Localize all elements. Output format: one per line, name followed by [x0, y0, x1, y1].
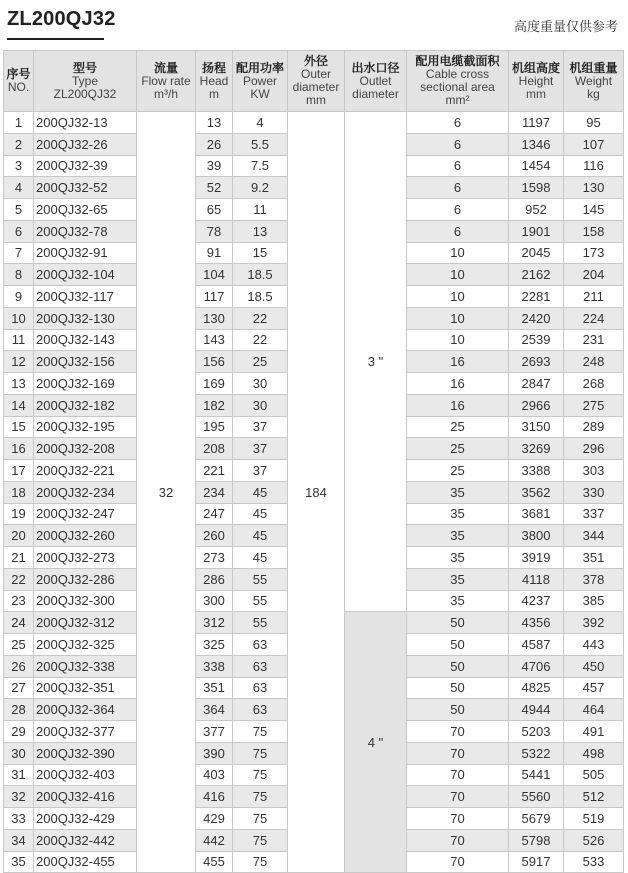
cell-power: 75	[233, 764, 288, 786]
header-type: 型号 Type ZL200QJ32	[34, 51, 137, 112]
header-outer-diameter: 外径 Outer diameter mm	[288, 51, 345, 112]
cell-cable: 6	[407, 220, 509, 242]
page-title: ZL200QJ32	[7, 8, 116, 30]
cell-no: 28	[4, 699, 34, 721]
cell-no: 27	[4, 677, 34, 699]
cell-height: 3681	[509, 503, 564, 525]
cell-outlet-4in: 4 "	[345, 612, 407, 873]
cell-height: 3562	[509, 481, 564, 503]
cell-height: 4237	[509, 590, 564, 612]
header-cable: 配用电缆截面积 Cable cross sectional area mm²	[407, 51, 509, 112]
cell-no: 21	[4, 547, 34, 569]
cell-height: 2162	[509, 264, 564, 286]
cell-power: 45	[233, 503, 288, 525]
cell-model: 200QJ32-78	[34, 220, 137, 242]
cell-model: 200QJ32-130	[34, 307, 137, 329]
cell-model: 200QJ32-117	[34, 286, 137, 308]
cell-no: 12	[4, 351, 34, 373]
cell-weight: 351	[564, 547, 624, 569]
cell-height: 5322	[509, 742, 564, 764]
cell-head: 247	[196, 503, 233, 525]
cell-power: 9.2	[233, 177, 288, 199]
cell-weight: 130	[564, 177, 624, 199]
cell-cable: 10	[407, 242, 509, 264]
cell-weight: 303	[564, 460, 624, 482]
cell-no: 26	[4, 655, 34, 677]
cell-weight: 275	[564, 394, 624, 416]
cell-weight: 248	[564, 351, 624, 373]
cell-head: 273	[196, 547, 233, 569]
cell-power: 45	[233, 481, 288, 503]
cell-power: 22	[233, 329, 288, 351]
cell-no: 3	[4, 155, 34, 177]
cell-height: 3388	[509, 460, 564, 482]
cell-head: 39	[196, 155, 233, 177]
cell-power: 55	[233, 612, 288, 634]
cell-head: 195	[196, 416, 233, 438]
cell-outlet-3in: 3 "	[345, 112, 407, 612]
cell-weight: 95	[564, 112, 624, 134]
cell-no: 31	[4, 764, 34, 786]
cell-cable: 35	[407, 547, 509, 569]
cell-cable: 70	[407, 851, 509, 873]
cell-model: 200QJ32-364	[34, 699, 137, 721]
cell-weight: 443	[564, 634, 624, 656]
cell-power: 7.5	[233, 155, 288, 177]
header-flow: 流量 Flow rate m³/h	[137, 51, 196, 112]
cell-power: 37	[233, 416, 288, 438]
cell-head: 429	[196, 808, 233, 830]
cell-no: 29	[4, 721, 34, 743]
cell-height: 5679	[509, 808, 564, 830]
cell-cable: 16	[407, 394, 509, 416]
cell-height: 2281	[509, 286, 564, 308]
cell-no: 25	[4, 634, 34, 656]
cell-cable: 25	[407, 416, 509, 438]
cell-cable: 6	[407, 133, 509, 155]
cell-head: 325	[196, 634, 233, 656]
cell-head: 13	[196, 112, 233, 134]
cell-power: 75	[233, 829, 288, 851]
cell-height: 1346	[509, 133, 564, 155]
cell-weight: 330	[564, 481, 624, 503]
cell-height: 3150	[509, 416, 564, 438]
cell-flow-rate: 32	[137, 112, 196, 873]
cell-model: 200QJ32-260	[34, 525, 137, 547]
cell-height: 2693	[509, 351, 564, 373]
cell-head: 156	[196, 351, 233, 373]
header-power: 配用功率 Power KW	[233, 51, 288, 112]
cell-head: 260	[196, 525, 233, 547]
cell-height: 952	[509, 199, 564, 221]
cell-cable: 50	[407, 634, 509, 656]
cell-model: 200QJ32-390	[34, 742, 137, 764]
cell-height: 1454	[509, 155, 564, 177]
cell-no: 32	[4, 786, 34, 808]
cell-model: 200QJ32-416	[34, 786, 137, 808]
cell-head: 377	[196, 721, 233, 743]
cell-model: 200QJ32-351	[34, 677, 137, 699]
cell-no: 15	[4, 416, 34, 438]
cell-cable: 35	[407, 568, 509, 590]
cell-head: 104	[196, 264, 233, 286]
table-body	[4, 112, 624, 873]
cell-height: 2966	[509, 394, 564, 416]
cell-height: 4944	[509, 699, 564, 721]
cell-no: 14	[4, 394, 34, 416]
cell-model: 200QJ32-286	[34, 568, 137, 590]
cell-model: 200QJ32-195	[34, 416, 137, 438]
cell-weight: 337	[564, 503, 624, 525]
cell-weight: 533	[564, 851, 624, 873]
cell-model: 200QJ32-26	[34, 133, 137, 155]
cell-height: 4587	[509, 634, 564, 656]
cell-cable: 35	[407, 481, 509, 503]
cell-height: 3269	[509, 438, 564, 460]
cell-height: 2045	[509, 242, 564, 264]
cell-head: 52	[196, 177, 233, 199]
cell-height: 5917	[509, 851, 564, 873]
cell-cable: 6	[407, 112, 509, 134]
cell-no: 17	[4, 460, 34, 482]
cell-power: 63	[233, 699, 288, 721]
cell-cable: 6	[407, 177, 509, 199]
cell-power: 18.5	[233, 286, 288, 308]
cell-height: 5203	[509, 721, 564, 743]
cell-weight: 268	[564, 373, 624, 395]
cell-cable: 16	[407, 351, 509, 373]
cell-cable: 70	[407, 721, 509, 743]
cell-weight: 296	[564, 438, 624, 460]
cell-model: 200QJ32-234	[34, 481, 137, 503]
header-no: 序号 NO.	[4, 51, 34, 112]
cell-no: 24	[4, 612, 34, 634]
cell-power: 55	[233, 568, 288, 590]
cell-cable: 35	[407, 590, 509, 612]
cell-cable: 70	[407, 808, 509, 830]
cell-cable: 10	[407, 286, 509, 308]
cell-power: 45	[233, 547, 288, 569]
cell-model: 200QJ32-455	[34, 851, 137, 873]
cell-head: 169	[196, 373, 233, 395]
cell-model: 200QJ32-39	[34, 155, 137, 177]
cell-no: 8	[4, 264, 34, 286]
cell-head: 91	[196, 242, 233, 264]
cell-model: 200QJ32-156	[34, 351, 137, 373]
cell-weight: 145	[564, 199, 624, 221]
cell-power: 63	[233, 677, 288, 699]
cell-no: 1	[4, 112, 34, 134]
cell-weight: 392	[564, 612, 624, 634]
cell-height: 1901	[509, 220, 564, 242]
cell-power: 75	[233, 851, 288, 873]
cell-power: 5.5	[233, 133, 288, 155]
cell-no: 23	[4, 590, 34, 612]
cell-model: 200QJ32-169	[34, 373, 137, 395]
cell-power: 30	[233, 373, 288, 395]
cell-head: 234	[196, 481, 233, 503]
cell-outer-diameter: 184	[288, 112, 345, 873]
cell-weight: 116	[564, 155, 624, 177]
table-row	[4, 112, 624, 134]
cell-model: 200QJ32-221	[34, 460, 137, 482]
cell-weight: 107	[564, 133, 624, 155]
cell-weight: 378	[564, 568, 624, 590]
cell-weight: 204	[564, 264, 624, 286]
cell-weight: 491	[564, 721, 624, 743]
cell-head: 208	[196, 438, 233, 460]
cell-model: 200QJ32-312	[34, 612, 137, 634]
cell-power: 75	[233, 786, 288, 808]
cell-power: 37	[233, 438, 288, 460]
cell-model: 200QJ32-182	[34, 394, 137, 416]
cell-weight: 385	[564, 590, 624, 612]
cell-power: 63	[233, 634, 288, 656]
cell-model: 200QJ32-247	[34, 503, 137, 525]
cell-height: 3800	[509, 525, 564, 547]
cell-weight: 231	[564, 329, 624, 351]
cell-model: 200QJ32-52	[34, 177, 137, 199]
cell-no: 7	[4, 242, 34, 264]
cell-cable: 70	[407, 829, 509, 851]
cell-model: 200QJ32-13	[34, 112, 137, 134]
cell-weight: 224	[564, 307, 624, 329]
cell-no: 33	[4, 808, 34, 830]
cell-cable: 35	[407, 525, 509, 547]
cell-power: 30	[233, 394, 288, 416]
cell-no: 5	[4, 199, 34, 221]
cell-height: 4356	[509, 612, 564, 634]
cell-power: 45	[233, 525, 288, 547]
cell-weight: 450	[564, 655, 624, 677]
header-height: 机组高度 Height mm	[509, 51, 564, 112]
title-underline	[7, 38, 104, 40]
cell-head: 300	[196, 590, 233, 612]
cell-power: 22	[233, 307, 288, 329]
cell-no: 16	[4, 438, 34, 460]
cell-weight: 512	[564, 786, 624, 808]
cell-no: 18	[4, 481, 34, 503]
cell-height: 4706	[509, 655, 564, 677]
cell-head: 351	[196, 677, 233, 699]
cell-model: 200QJ32-273	[34, 547, 137, 569]
header-outlet-diameter: 出水口径 Outlet diameter	[345, 51, 407, 112]
cell-model: 200QJ32-377	[34, 721, 137, 743]
cell-no: 9	[4, 286, 34, 308]
cell-power: 18.5	[233, 264, 288, 286]
cell-no: 4	[4, 177, 34, 199]
cell-power: 75	[233, 808, 288, 830]
cell-power: 25	[233, 351, 288, 373]
cell-cable: 10	[407, 264, 509, 286]
cell-weight: 173	[564, 242, 624, 264]
cell-cable: 6	[407, 155, 509, 177]
cell-no: 19	[4, 503, 34, 525]
cell-model: 200QJ32-143	[34, 329, 137, 351]
cell-height: 2420	[509, 307, 564, 329]
cell-model: 200QJ32-208	[34, 438, 137, 460]
cell-weight: 464	[564, 699, 624, 721]
cell-power: 75	[233, 742, 288, 764]
cell-cable: 50	[407, 612, 509, 634]
cell-no: 11	[4, 329, 34, 351]
cell-head: 26	[196, 133, 233, 155]
cell-model: 200QJ32-325	[34, 634, 137, 656]
cell-weight: 289	[564, 416, 624, 438]
cell-head: 143	[196, 329, 233, 351]
cell-power: 13	[233, 220, 288, 242]
cell-weight: 158	[564, 220, 624, 242]
reference-note: 高度重量仅供参考	[513, 19, 618, 34]
cell-model: 200QJ32-429	[34, 808, 137, 830]
header-weight: 机组重量 Weight kg	[564, 51, 624, 112]
cell-model: 200QJ32-338	[34, 655, 137, 677]
cell-head: 416	[196, 786, 233, 808]
cell-model: 200QJ32-300	[34, 590, 137, 612]
cell-head: 117	[196, 286, 233, 308]
cell-cable: 50	[407, 655, 509, 677]
cell-power: 11	[233, 199, 288, 221]
cell-weight: 505	[564, 764, 624, 786]
cell-cable: 50	[407, 677, 509, 699]
spec-table	[3, 50, 624, 873]
cell-power: 75	[233, 721, 288, 743]
cell-height: 1197	[509, 112, 564, 134]
cell-model: 200QJ32-65	[34, 199, 137, 221]
cell-power: 55	[233, 590, 288, 612]
cell-model: 200QJ32-104	[34, 264, 137, 286]
cell-model: 200QJ32-442	[34, 829, 137, 851]
cell-head: 390	[196, 742, 233, 764]
cell-head: 338	[196, 655, 233, 677]
cell-height: 4825	[509, 677, 564, 699]
cell-height: 5441	[509, 764, 564, 786]
cell-cable: 70	[407, 742, 509, 764]
cell-power: 15	[233, 242, 288, 264]
cell-weight: 519	[564, 808, 624, 830]
cell-cable: 16	[407, 373, 509, 395]
cell-power: 63	[233, 655, 288, 677]
cell-no: 35	[4, 851, 34, 873]
cell-weight: 211	[564, 286, 624, 308]
cell-weight: 457	[564, 677, 624, 699]
cell-power: 37	[233, 460, 288, 482]
cell-head: 286	[196, 568, 233, 590]
cell-no: 34	[4, 829, 34, 851]
cell-no: 2	[4, 133, 34, 155]
cell-height: 5560	[509, 786, 564, 808]
cell-head: 403	[196, 764, 233, 786]
cell-cable: 70	[407, 786, 509, 808]
cell-cable: 50	[407, 699, 509, 721]
cell-weight: 498	[564, 742, 624, 764]
cell-height: 1598	[509, 177, 564, 199]
cell-head: 65	[196, 199, 233, 221]
cell-cable: 10	[407, 329, 509, 351]
cell-height: 3919	[509, 547, 564, 569]
cell-cable: 25	[407, 438, 509, 460]
header-head: 扬程 Head m	[196, 51, 233, 112]
cell-height: 4118	[509, 568, 564, 590]
cell-height: 5798	[509, 829, 564, 851]
cell-no: 30	[4, 742, 34, 764]
cell-head: 182	[196, 394, 233, 416]
cell-height: 2847	[509, 373, 564, 395]
cell-weight: 526	[564, 829, 624, 851]
table-header-row	[4, 51, 624, 112]
cell-head: 221	[196, 460, 233, 482]
cell-head: 442	[196, 829, 233, 851]
cell-cable: 35	[407, 503, 509, 525]
cell-model: 200QJ32-91	[34, 242, 137, 264]
cell-cable: 25	[407, 460, 509, 482]
cell-no: 22	[4, 568, 34, 590]
cell-weight: 344	[564, 525, 624, 547]
cell-no: 6	[4, 220, 34, 242]
cell-no: 20	[4, 525, 34, 547]
cell-no: 13	[4, 373, 34, 395]
cell-head: 364	[196, 699, 233, 721]
cell-head: 312	[196, 612, 233, 634]
cell-power: 4	[233, 112, 288, 134]
cell-model: 200QJ32-403	[34, 764, 137, 786]
cell-cable: 70	[407, 764, 509, 786]
cell-head: 455	[196, 851, 233, 873]
cell-cable: 10	[407, 307, 509, 329]
cell-head: 130	[196, 307, 233, 329]
cell-height: 2539	[509, 329, 564, 351]
cell-cable: 6	[407, 199, 509, 221]
cell-no: 10	[4, 307, 34, 329]
cell-head: 78	[196, 220, 233, 242]
